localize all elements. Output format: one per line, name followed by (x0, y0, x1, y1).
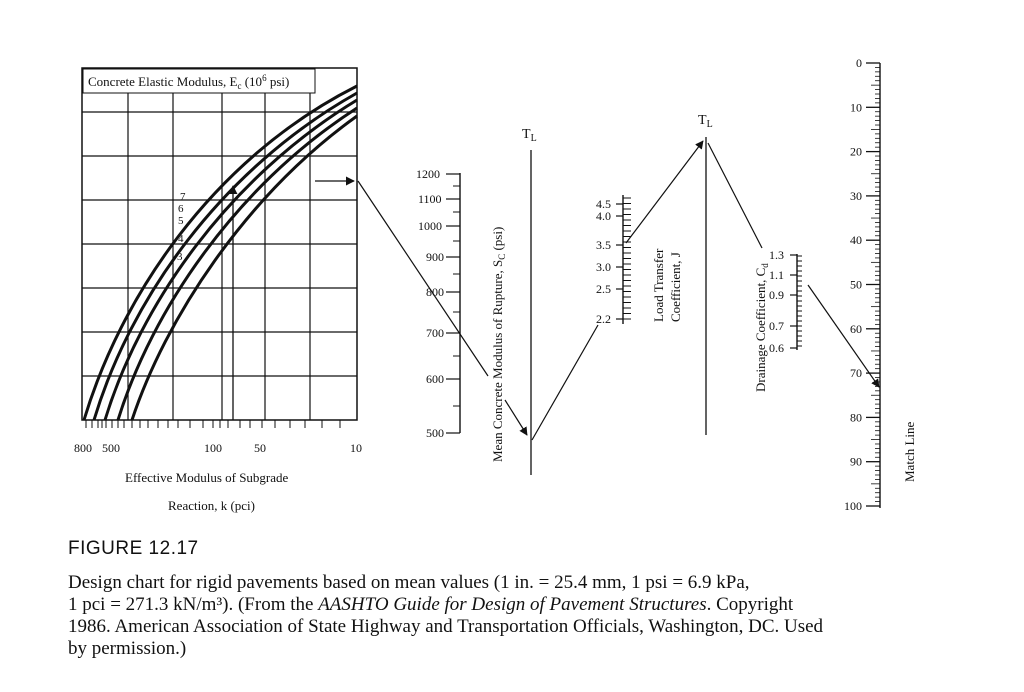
sc-tick-500: 500 (426, 426, 444, 440)
sc-axis-title: Mean Concrete Modulus of Rupture, $S_C$ (psi) (490, 226, 507, 462)
figure-label: FIGURE 12.17 (68, 538, 199, 559)
sc-tick-1100: 1100 (418, 192, 442, 206)
j-tick-3.0: 3.0 (596, 260, 611, 274)
curve-label-3: 3 (177, 251, 183, 263)
match-tick-label: 50 (850, 277, 862, 292)
drainage-axis (753, 248, 802, 392)
arrow-to-tl1 (505, 400, 527, 435)
match-tick-label: 70 (850, 366, 862, 381)
j-axis-title-line1: Load Transfer (651, 248, 666, 322)
match-line-title: Match Line (902, 421, 917, 482)
chart-title: Concrete Elastic Modulus, $E_c$ ($10^6$ psi) (88, 73, 290, 91)
match-tick-label: 0 (856, 56, 862, 70)
match-tick-label: 100 (844, 499, 862, 513)
sc-tick-700: 700 (426, 326, 444, 340)
sc-tick-1000: 1000 (418, 219, 442, 233)
curve-label-6: 6 (178, 203, 184, 215)
j-tick-4.5: 4.5 (596, 197, 611, 211)
cd-axis-title: Drainage Coefficient, $C_d$ (753, 263, 770, 392)
curve-label-5: 5 (178, 215, 184, 227)
caption-book-title: AASHTO Guide for Design of Pavement Structures (318, 594, 707, 615)
elastic-modulus-curve (105, 100, 357, 420)
match-tick-label: 80 (850, 410, 862, 425)
line-ec-to-sc (358, 181, 488, 376)
j-tick-2.2: 2.2 (596, 312, 611, 326)
cd-tick-1.1: 1.1 (769, 268, 784, 282)
sc-tick-600: 600 (426, 372, 444, 386)
cd-tick-0.7: 0.7 (769, 319, 784, 333)
cd-tick-0.9: 0.9 (769, 288, 784, 302)
match-tick-label: 30 (850, 188, 862, 203)
caption-line-2b: . Copyright (706, 594, 794, 615)
elastic-modulus-curves (84, 86, 357, 420)
match-tick-label: 10 (850, 100, 862, 115)
match-tick-label: 90 (850, 454, 862, 469)
tl-label-2: $T_L$ (698, 113, 713, 130)
match-line-axis (844, 56, 917, 513)
j-tick-4.0: 4.0 (596, 209, 611, 223)
modulus-of-rupture-axis (416, 167, 507, 462)
caption-line-3: 1986. American Association of State Highway and Transportation Officials, Washington, DC. Used (68, 616, 824, 637)
x-tick-800: 800 (74, 441, 92, 455)
cd-tick-0.6: 0.6 (769, 341, 784, 355)
x-axis-label-line2: Reaction, k (pci) (168, 498, 255, 513)
arrow-to-tl2 (626, 141, 703, 243)
sc-tick-900: 900 (426, 250, 444, 264)
figure-caption (68, 538, 968, 660)
subgrade-modulus-chart (74, 68, 362, 513)
line-tl2-to-cd (708, 143, 762, 248)
tl-label-1: $T_L$ (522, 127, 537, 144)
sc-tick-1200: 1200 (416, 167, 440, 181)
match-tick-label: 20 (850, 144, 862, 159)
arrow-to-match-line (808, 285, 879, 387)
x-axis-label-line1: Effective Modulus of Subgrade (125, 470, 289, 485)
match-tick-label: 40 (850, 233, 862, 248)
caption-line-4: by permission.) (68, 638, 187, 659)
x-tick-50: 50 (254, 441, 266, 455)
cd-tick-1.3: 1.3 (769, 248, 784, 262)
j-axis-title-line2: Coefficient, J (668, 252, 683, 322)
j-tick-3.5: 3.5 (596, 238, 611, 252)
x-tick-100: 100 (204, 441, 222, 455)
caption-line-2a: 1 pci = 271.3 kN/m³). (From the (68, 594, 319, 615)
x-tick-500: 500 (102, 441, 120, 455)
elastic-modulus-curve (94, 93, 357, 420)
j-tick-2.5: 2.5 (596, 282, 611, 296)
curve-label-4: 4 (178, 233, 184, 245)
line-tl1-to-j (532, 325, 598, 440)
sc-tick-800: 800 (426, 285, 444, 299)
figure-caption-text (68, 572, 968, 660)
x-axis-minor-ticks (86, 420, 340, 428)
curve-label-7: 7 (180, 191, 186, 203)
tl-line-1 (522, 127, 537, 475)
load-transfer-axis (596, 195, 683, 326)
match-tick-label: 60 (850, 321, 862, 336)
caption-line-1: Design chart for rigid pavements based on mean values (1 in. = 25.4 mm, 1 psi = 6.9 kPa, (68, 572, 750, 593)
elastic-modulus-curve (118, 108, 357, 420)
x-tick-10: 10 (350, 441, 362, 455)
tl-line-2 (698, 113, 713, 435)
